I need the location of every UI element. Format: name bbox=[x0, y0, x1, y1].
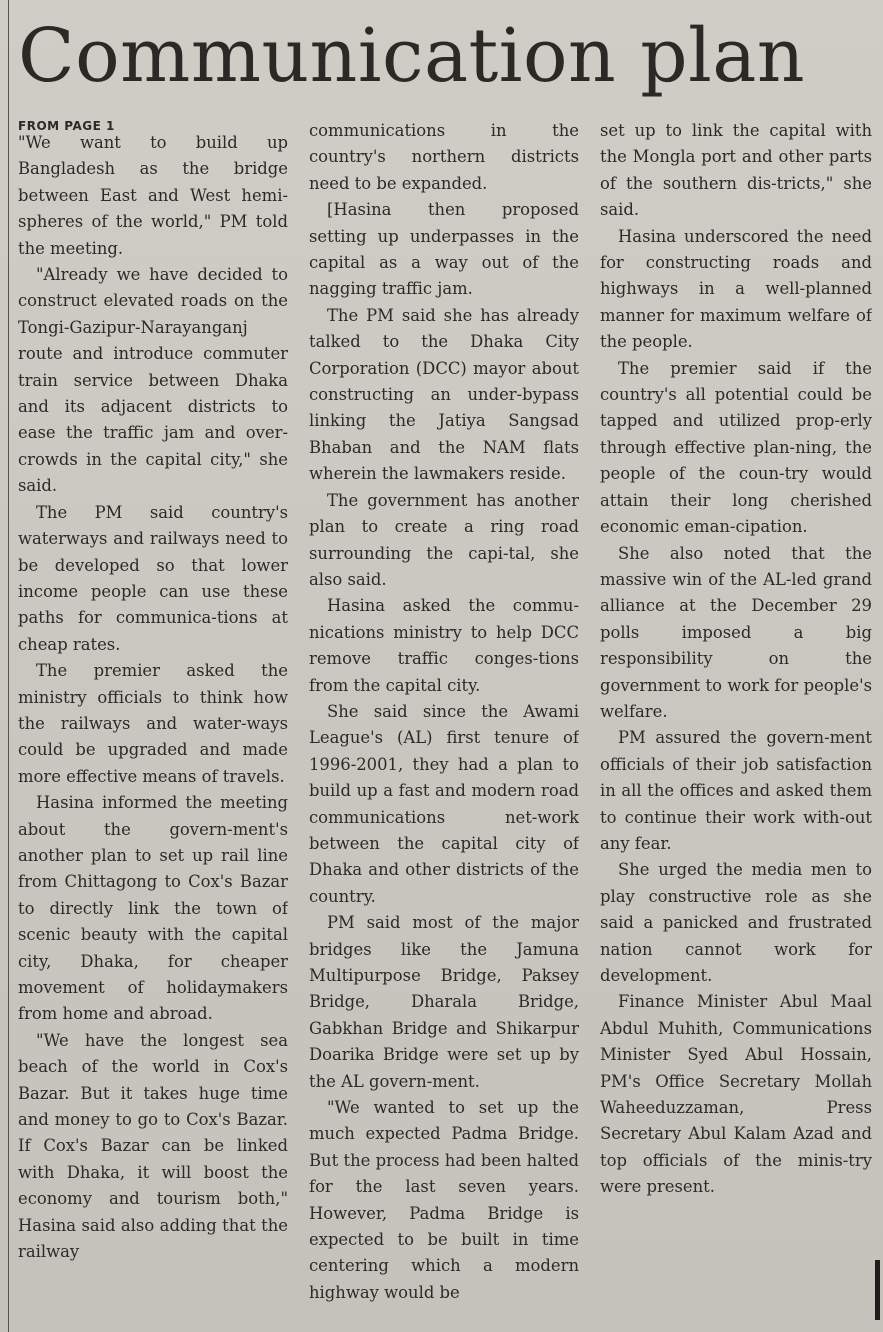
paragraph: Hasina asked the commu-nications ministry to help DCC remove traffic conges-tions from the capital city. bbox=[309, 596, 579, 695]
headline: Communication plan bbox=[18, 13, 806, 99]
paragraph: "We have the longest sea beach of the world in Cox's Bazar. But it takes huge time and money to go to Cox's Bazar. If Cox's Bazar can be linked with Dhaka, it will boost the economy and tourism both," Hasina said also adding that the railway bbox=[18, 1030, 288, 1262]
article-column-1 bbox=[18, 118, 288, 1318]
left-column-rule bbox=[8, 0, 9, 1332]
paragraph: She said since the Awami League's (AL) first tenure of 1996-2001, they had a plan to build up a fast and modern road communications net-work between the capital city of Dhaka and other districts of the country. bbox=[309, 701, 579, 906]
paragraph: The government has another plan to create a ring road surrounding the capi-tal, she also said. bbox=[309, 490, 579, 589]
article-column-3 bbox=[600, 118, 872, 1318]
article-column-2 bbox=[309, 118, 579, 1318]
paragraph: "We wanted to set up the much expected Padma Bridge. But the process had been halted for the last seven years. However, Padma Bridge is expected to be built in time centering which a modern highway would be bbox=[309, 1098, 579, 1302]
paragraph: Hasina underscored the need for constructing roads and highways in a well-planned manner for maximum welfare of the people. bbox=[600, 226, 872, 352]
paragraph: PM assured the govern-ment officials of their job satisfaction in all the offices and asked them to continue their work with-out any fear. bbox=[600, 728, 872, 853]
paragraph: Finance Minister Abul Maal Abdul Muhith, Communications Minister Syed Abul Hossain, PM's Office Secretary Mollah Waheeduzzaman, Press Secretary Abul Kalam Azad and top officials of the minis-try were present. bbox=[600, 992, 872, 1197]
paragraph: The PM said country's waterways and railways need to be developed so that lower income people can use these paths for communica-tions at cheap rates. bbox=[18, 502, 288, 654]
right-edge-mark bbox=[875, 1260, 880, 1320]
paragraph: set up to link the capital with the Mongla port and other parts of the southern dis-tricts," she said. bbox=[600, 121, 872, 220]
paragraph: The premier said if the country's all potential could be tapped and utilized prop-erly through effective plan-ning, the people of the coun-try would attain their long cherished economic eman-cipation. bbox=[600, 358, 872, 537]
paragraph: "Already we have decided to construct elevated roads on the Tongi-Gazipur-Narayanganj route and introduce commuter train service between Dhaka and its adjacent districts to ease the traffic jam and over-crowds in the capital city," she said. bbox=[18, 265, 288, 496]
paragraph: The PM said she has already talked to the Dhaka City Corporation (DCC) mayor about constructing an under-bypass linking the Jatiya Sangsad Bhaban and the NAM flats wherein the lawmakers reside. bbox=[309, 305, 579, 484]
paragraph: "We want to build up Bangladesh as the bridge between East and West hemi-spheres of the world," PM told the meeting. bbox=[18, 133, 288, 258]
kicker: FROM PAGE 1 bbox=[18, 119, 115, 133]
paragraph: communications in the country's northern districts need to be expanded. bbox=[309, 121, 579, 193]
paragraph: PM said most of the major bridges like the Jamuna Multipurpose Bridge, Paksey Bridge, Dharala Bridge, Gabkhan Bridge and Shikarpur Doarika Bridge were set up by the AL govern-ment. bbox=[309, 913, 579, 1091]
paragraph: Hasina informed the meeting about the govern-ment's another plan to set up rail line from Chittagong to Cox's Bazar to directly link the town of scenic beauty with the capital city, Dhaka, for cheaper movement of holidaymakers from home and abroad. bbox=[18, 793, 288, 1024]
paragraph: [Hasina then proposed setting up underpasses in the capital as a way out of the nagging traffic jam. bbox=[309, 200, 579, 299]
paragraph: She urged the media men to play constructive role as she said a panicked and frustrated nation cannot work for development. bbox=[600, 860, 872, 985]
paragraph: The premier asked the ministry officials to think how the railways and water-ways could be upgraded and made more effective means of travels. bbox=[18, 661, 288, 786]
paragraph: She also noted that the massive win of the AL-led grand alliance at the December 29 polls imposed a big responsibility on the government to work for people's welfare. bbox=[600, 543, 872, 721]
